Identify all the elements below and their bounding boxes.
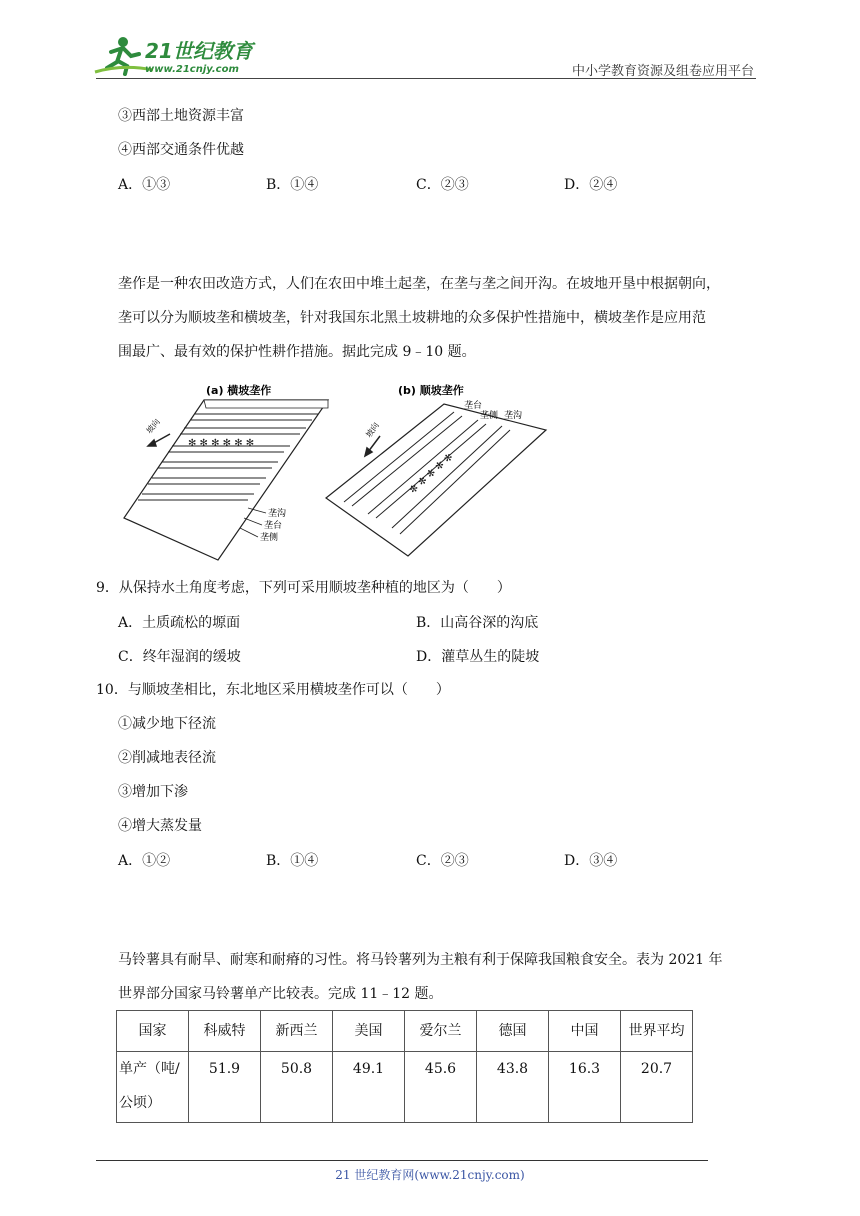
table-cell: 51.9 xyxy=(189,1052,261,1123)
table-cell: 50.8 xyxy=(261,1052,333,1123)
passage1-line-3: 围最广、最有效的保护性耕作措施。据此完成 9﹣10 题。 xyxy=(118,344,476,360)
logo-main-text: 21世纪教育 xyxy=(145,39,253,63)
footer-link[interactable]: 21 世纪教育网(www.21cnjy.com) xyxy=(335,1168,525,1182)
left-label-furrow: 垄沟 xyxy=(268,509,287,519)
table-header-cell: 爱尔兰 xyxy=(405,1011,477,1052)
passage1-line-2: 垄可以分为顺坡垄和横坡垄，针对我国东北黑土坡耕地的众多保护性措施中，横坡垄作是应用范 xyxy=(118,310,706,326)
table-row-label xyxy=(117,1052,189,1123)
down-slope-ridge-diagram xyxy=(326,383,546,556)
table-header-label: 国家 xyxy=(117,1011,189,1052)
q9-option-a: A．土质疏松的塬面 xyxy=(118,615,241,631)
table-cell: 49.1 xyxy=(333,1052,405,1123)
q9-stem: 9．从保持水土角度考虑，下列可采用顺坡垄种植的地区为（ ） xyxy=(96,580,511,596)
table-header-cell: 德国 xyxy=(477,1011,549,1052)
q8-option-c: C．②③ xyxy=(416,177,469,193)
passage2-line-2: 世界部分国家马铃薯单产比较表。完成 11﹣12 题。 xyxy=(118,986,443,1002)
q8-option-d: D．②④ xyxy=(564,177,618,193)
left-label-ridge-top: 垄台 xyxy=(264,521,283,531)
potato-yield-table xyxy=(116,1010,693,1123)
passage1-line-1: 垄作是一种农田改造方式，人们在农田中堆土起垄，在垄与垄之间开沟。在坡地开垦中根据朝向， xyxy=(118,276,720,292)
q10-item-2: ②削减地表径流 xyxy=(118,750,216,766)
cross-slope-ridge-diagram xyxy=(124,383,328,560)
q10-item-4: ④增大蒸发量 xyxy=(118,818,202,834)
table-cell: 20.7 xyxy=(621,1052,693,1123)
q8-item-3: ③西部土地资源丰富 xyxy=(118,108,244,124)
header-platform-text: 中小学教育资源及组卷应用平台 xyxy=(571,64,754,79)
q9-option-b: B．山高谷深的沟底 xyxy=(416,615,539,631)
row-label-line-1: 单产（吨/ xyxy=(119,1061,180,1077)
table-cell: 16.3 xyxy=(549,1052,621,1123)
left-figure-title: (a) 横坡垄作 xyxy=(206,384,272,397)
table-cell: 45.6 xyxy=(405,1052,477,1123)
q9-option-c: C．终年湿润的缓坡 xyxy=(118,649,241,665)
right-label-slope: 坡向 xyxy=(364,420,381,440)
row-label-line-2: 公顷） xyxy=(119,1095,161,1111)
q8-option-a: A．①③ xyxy=(118,177,171,193)
svg-text:✻ ✻ ✻ ✻ ✻ ✻: ✻ ✻ ✻ ✻ ✻ ✻ xyxy=(188,438,255,449)
table-header-cell: 中国 xyxy=(549,1011,621,1052)
q10-option-a: A．①② xyxy=(118,853,171,869)
q9-option-d: D．灌草丛生的陡坡 xyxy=(416,649,540,665)
header-divider xyxy=(96,78,756,79)
right-label-ridge-top: 垄台 xyxy=(464,401,483,411)
q10-item-1: ①减少地下径流 xyxy=(118,716,216,732)
table-header-cell: 世界平均 xyxy=(621,1011,693,1052)
logo-sub-text: www.21cnjy.com xyxy=(145,64,239,75)
left-label-slope: 坡向 xyxy=(144,417,162,436)
table-header-cell: 美国 xyxy=(333,1011,405,1052)
right-figure-title: (b) 顺坡垄作 xyxy=(398,384,464,397)
q10-option-b: B．①④ xyxy=(266,853,319,869)
ridge-tillage-figure xyxy=(118,378,550,562)
table-header-cell: 科威特 xyxy=(189,1011,261,1052)
svg-text:✻ ✻ ✻ ✻ ✻: ✻ ✻ ✻ ✻ ✻ xyxy=(407,451,456,497)
q10-item-3: ③增加下渗 xyxy=(118,784,188,800)
q10-option-d: D．③④ xyxy=(564,853,618,869)
table-cell: 43.8 xyxy=(477,1052,549,1123)
table-row xyxy=(117,1052,693,1123)
passage2-line-1: 马铃薯具有耐旱、耐寒和耐瘠的习性。将马铃薯列为主粮有利于保障我国粮食安全。表为 2021 年 xyxy=(118,952,723,968)
table-row xyxy=(117,1011,693,1052)
q8-item-4: ④西部交通条件优越 xyxy=(118,142,244,158)
left-label-ridge-side: 垄侧 xyxy=(260,533,279,543)
q10-stem: 10．与顺坡垄相比，东北地区采用横坡垄作可以（ ） xyxy=(96,682,450,698)
table-header-cell: 新西兰 xyxy=(261,1011,333,1052)
right-label-furrow: 垄沟 xyxy=(504,411,523,421)
site-logo xyxy=(93,34,263,78)
q10-option-c: C．②③ xyxy=(416,853,469,869)
right-label-ridge-side: 垄侧 xyxy=(480,411,499,421)
q8-option-b: B．①④ xyxy=(266,177,319,193)
footer-divider xyxy=(96,1160,708,1161)
